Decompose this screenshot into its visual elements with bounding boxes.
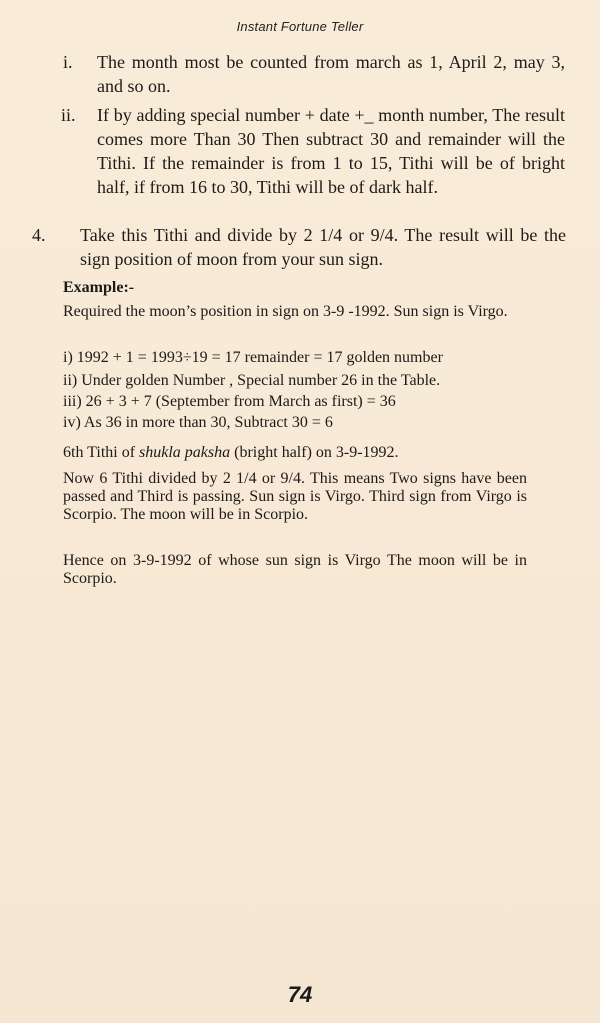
rule-text: The month most be counted from march as 1, April 2, may 3, and so on.	[97, 52, 565, 96]
tithi-line	[63, 444, 527, 462]
tithi-term: shukla paksha	[139, 444, 231, 461]
tithi-line-end: (bright half) on 3-9-1992.	[230, 444, 399, 461]
rule-marker: ii.	[61, 105, 76, 125]
step-text: Take this Tithi and divide by 2 1/4 or 9/4. The result will be the sign position of moon from your sun sign.	[80, 225, 566, 269]
example-explanation: Now 6 Tithi divided by 2 1/4 or 9/4. This means Two signs have been passed and Third is passing. Sun sign is Virgo. Third sign from Virgo is Scorpio. The moon will be in Scorpio.	[63, 470, 527, 523]
calculation-step: i) 1992 + 1 = 1993÷19 = 17 remainder = 17 golden number	[63, 349, 443, 366]
rule-text: If by adding special number + date +_ month number, The result comes more Than 30 Then subtract 30 and remainder will the Tithi. If the remainder is from 1 to 15, Tithi will be of bright half, if from 16 to 30, Tithi will be of dark half.	[97, 105, 565, 197]
step-number: 4.	[32, 225, 46, 245]
example-heading: Example:-	[63, 279, 135, 296]
rule-marker: i.	[63, 52, 73, 72]
example-conclusion: Hence on 3-9-1992 of whose sun sign is Virgo The moon will be in Scorpio.	[63, 552, 527, 587]
calculation-step: iv) As 36 in more than 30, Subtract 30 = 6	[63, 414, 333, 431]
calculation-step: iii) 26 + 3 + 7 (September from March as first) = 36	[63, 393, 396, 410]
calculation-step: ii) Under golden Number , Special number 26 in the Table.	[63, 372, 441, 389]
page-number: 74	[287, 982, 313, 1007]
example-intro: Required the moon’s position in sign on 3-9 -1992. Sun sign is Virgo.	[63, 303, 508, 320]
running-header: Instant Fortune Teller	[236, 19, 364, 34]
tithi-line-start: 6th Tithi of	[63, 444, 140, 461]
